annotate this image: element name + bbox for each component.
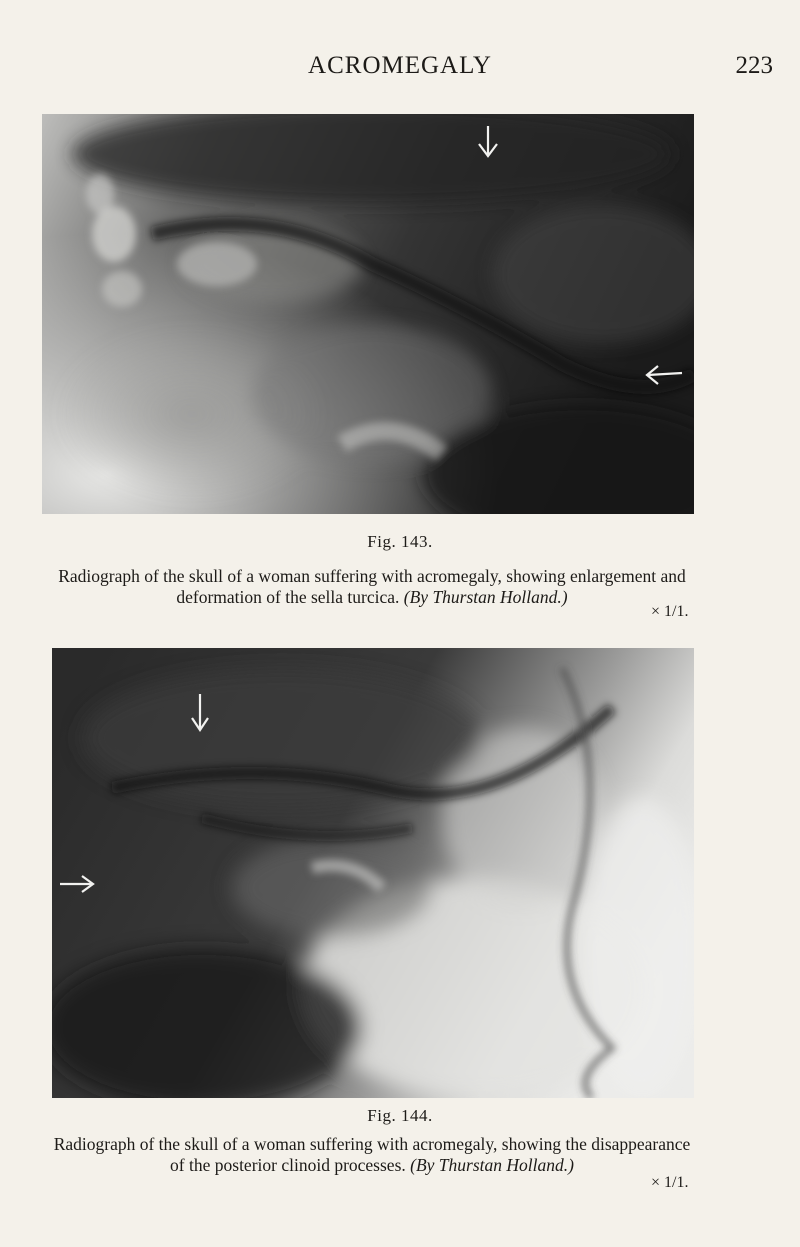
- figure-144-credit: (By Thurstan Holland.): [410, 1155, 574, 1175]
- radiograph-figure-144: [52, 648, 694, 1098]
- running-header: [0, 52, 800, 92]
- figure-143-scale: × 1/1.: [651, 603, 689, 620]
- figure-143-label: [0, 532, 800, 552]
- figure-144-scale: × 1/1.: [651, 1174, 689, 1191]
- running-title: ACROMEGALY: [308, 52, 492, 79]
- radiograph-figure-143: [42, 114, 694, 514]
- figure-144-label: [0, 1106, 800, 1126]
- figure-144-caption: [52, 1134, 692, 1176]
- figure-143-label-text: Fig. 143.: [367, 532, 433, 551]
- radiograph-image-143: [42, 114, 694, 514]
- figure-144-label-text: Fig. 144.: [367, 1106, 433, 1125]
- figure-143-credit: (By Thurstan Holland.): [403, 587, 568, 607]
- page-number: 223: [735, 52, 773, 79]
- figure-144-caption-text: Radiograph of the skull of a woman suffering with acromegaly, showing the disappearance of the posterior clinoid processes.: [53, 1134, 691, 1175]
- radiograph-image-144: [52, 648, 694, 1098]
- figure-143-caption: [52, 566, 692, 608]
- figure-143-caption-text: Radiograph of the skull of a woman suffering with acromegaly, showing enlargement and deformation of the sella turcica.: [58, 566, 686, 607]
